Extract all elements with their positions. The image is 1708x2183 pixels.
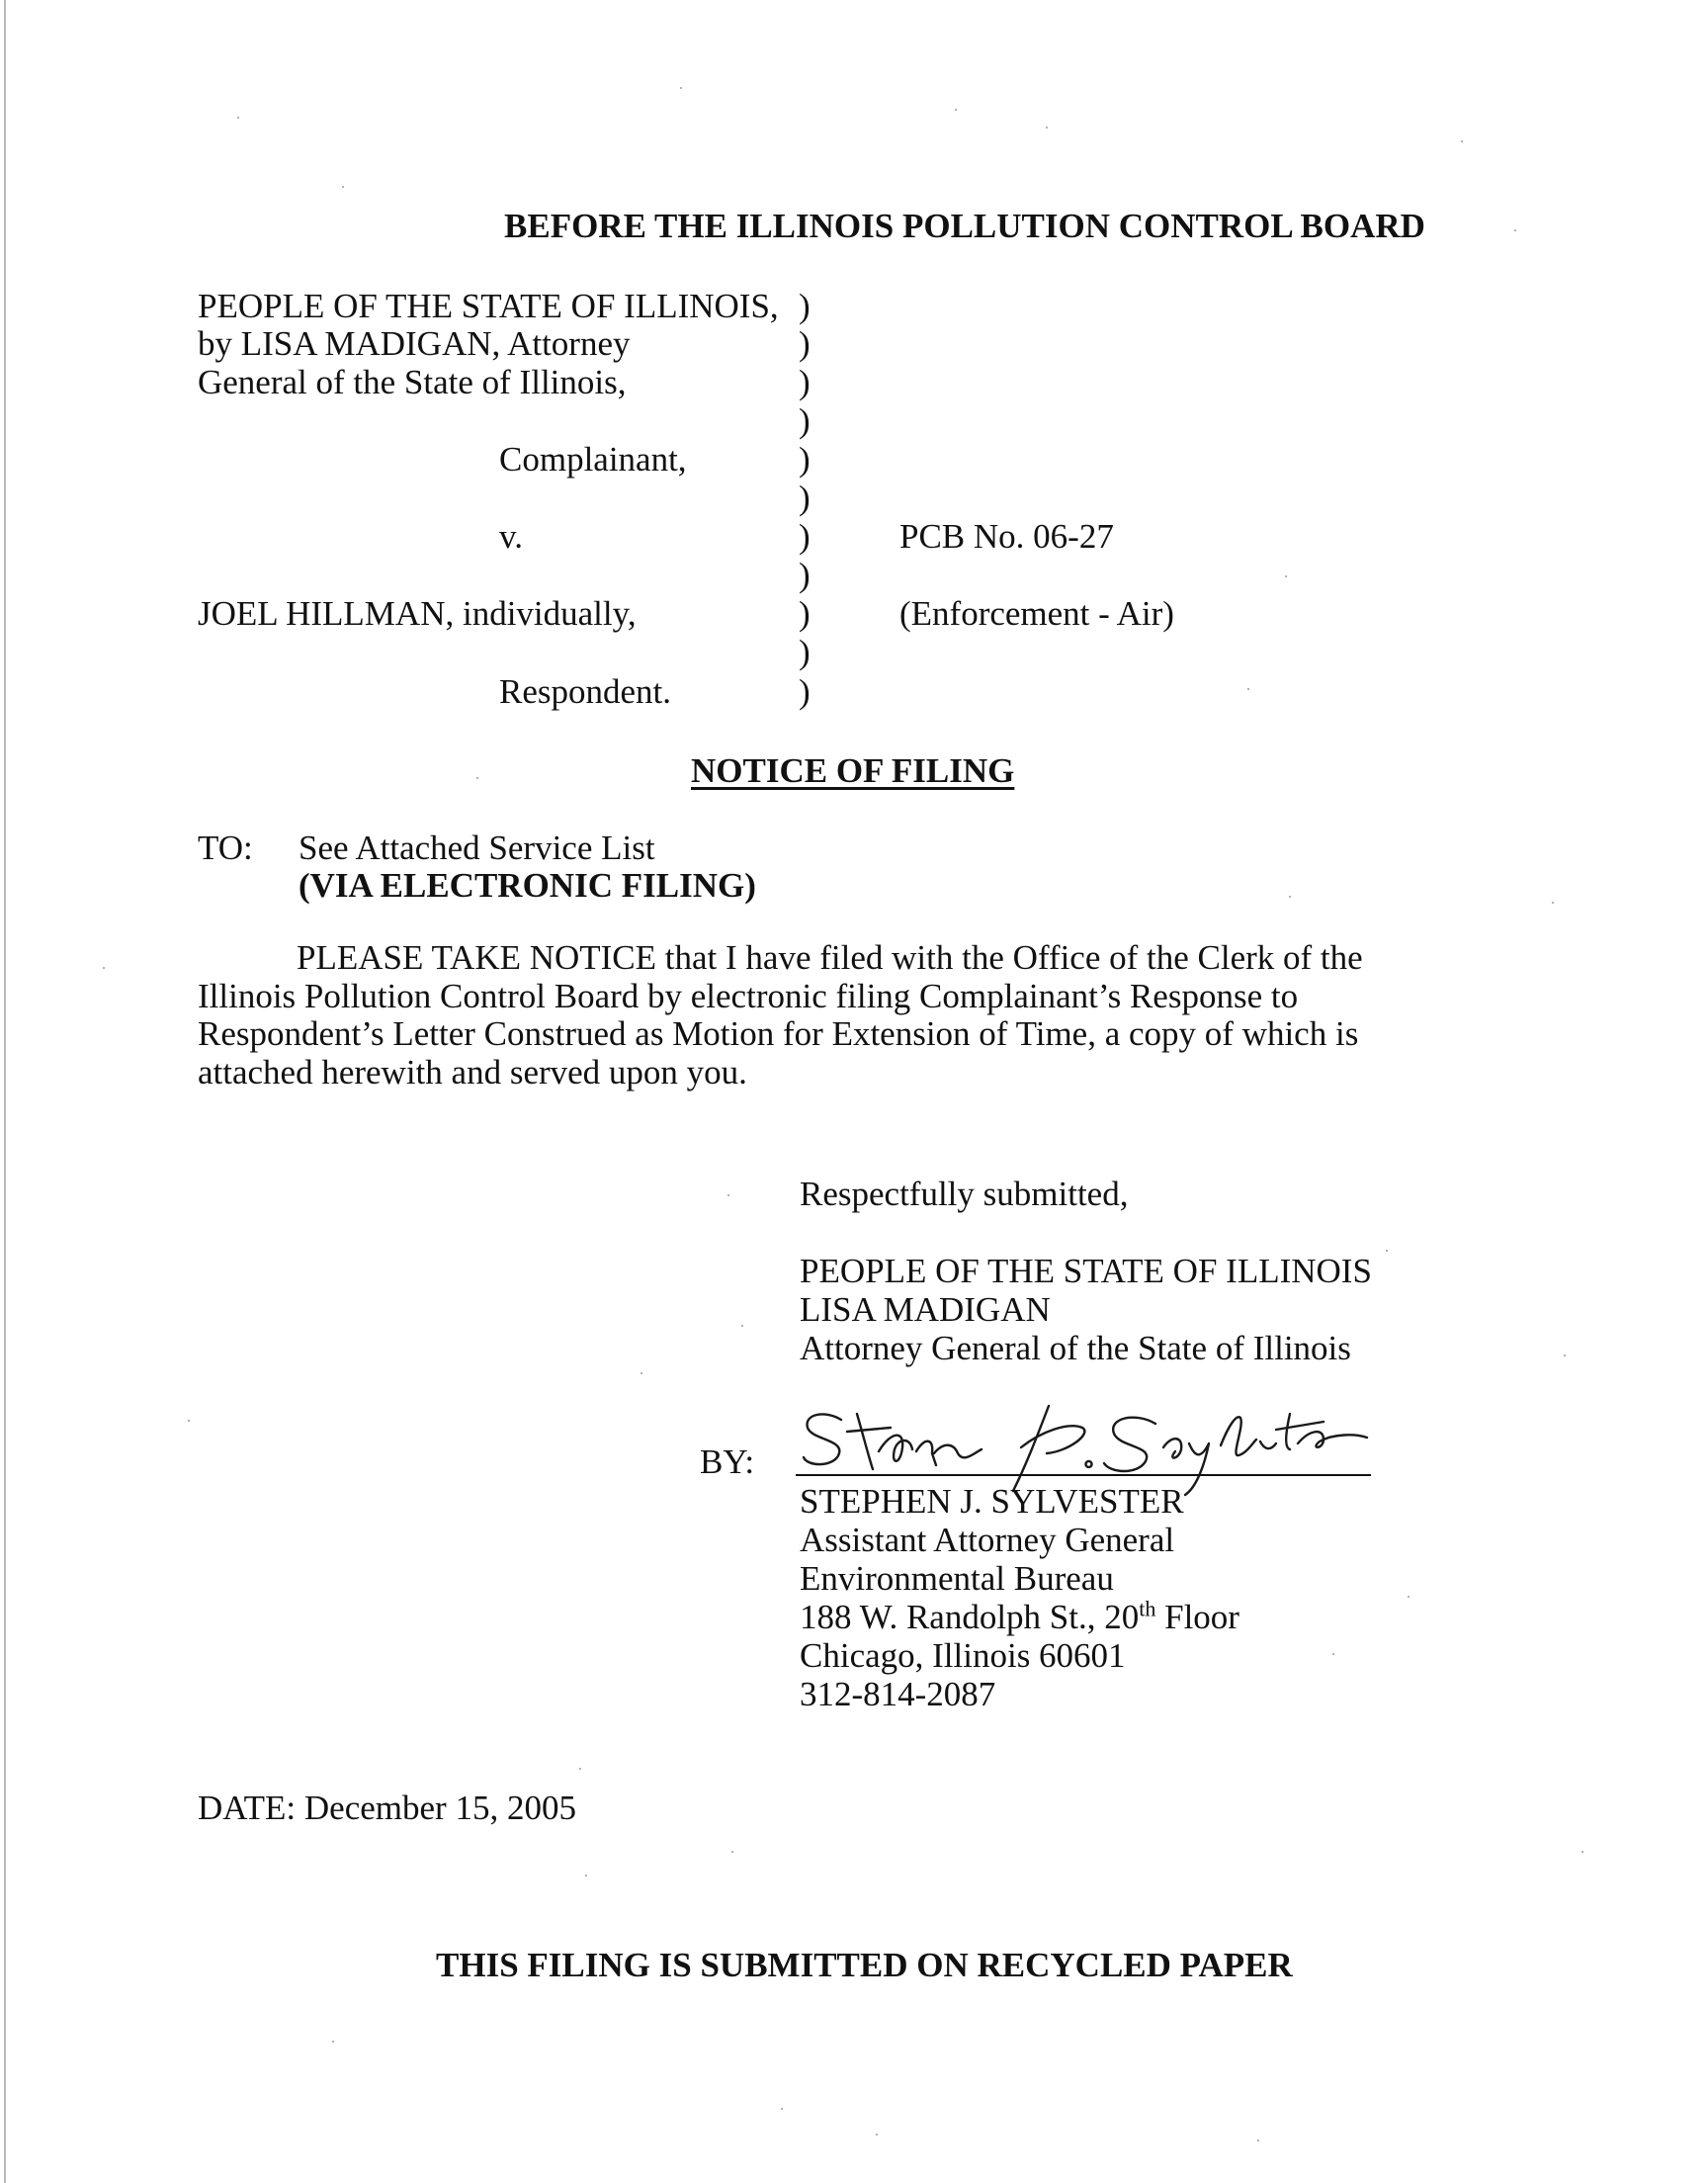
scan-speck — [1386, 1250, 1388, 1252]
recycled-paper-footer: THIS FILING IS SUBMITTED ON RECYCLED PAPER — [436, 1946, 1293, 1984]
org-line-3: Attorney General of the State of Illinois — [800, 1329, 1351, 1367]
signer-bureau: Environmental Bureau — [800, 1559, 1114, 1598]
scan-speck — [476, 777, 478, 779]
scan-speck — [579, 1768, 581, 1770]
versus-label: v. — [499, 517, 523, 556]
to-line-2: (VIA ELECTRONIC FILING) — [299, 866, 756, 905]
scan-speck — [731, 1851, 733, 1853]
address-floor: Floor — [1155, 1598, 1239, 1636]
by-label: BY: — [700, 1442, 755, 1481]
scan-speck — [1257, 2139, 1259, 2141]
complainant-role: Complainant, — [499, 440, 687, 479]
to-label: TO: — [198, 829, 253, 867]
scan-speck — [1408, 1596, 1409, 1598]
respondent-role: Respondent. — [499, 672, 672, 711]
scan-speck — [781, 2108, 783, 2110]
caption-paren: ) — [799, 556, 811, 594]
complainant-line-1: PEOPLE OF THE STATE OF ILLINOIS, — [198, 287, 779, 325]
scan-speck — [1564, 1354, 1566, 1356]
scan-speck — [640, 1372, 642, 1374]
caption-paren: ) — [799, 324, 811, 363]
caption-paren: ) — [799, 440, 811, 479]
address-street: 188 W. Randolph St., 20 — [800, 1598, 1140, 1636]
caption-paren: ) — [799, 287, 811, 325]
case-type: (Enforcement - Air) — [899, 594, 1174, 633]
scan-speck — [1046, 127, 1048, 129]
org-line-2: LISA MADIGAN — [800, 1290, 1051, 1329]
respondent-name: JOEL HILLMAN, individually, — [198, 594, 637, 633]
scan-speck — [741, 1325, 743, 1327]
closing: Respectfully submitted, — [800, 1175, 1129, 1213]
notice-title: NOTICE OF FILING — [691, 751, 1015, 790]
scan-edge — [4, 0, 6, 2183]
scan-speck — [103, 967, 105, 969]
org-line-1: PEOPLE OF THE STATE OF ILLINOIS — [800, 1252, 1372, 1290]
caption-paren: ) — [799, 401, 811, 440]
scan-speck — [585, 1875, 587, 1877]
signer-name: STEPHEN J. SYLVESTER — [800, 1482, 1184, 1521]
scan-speck — [680, 87, 682, 89]
scan-speck — [1247, 688, 1249, 690]
signer-title: Assistant Attorney General — [800, 1521, 1175, 1559]
date-line: DATE: December 15, 2005 — [198, 1789, 576, 1827]
scan-speck — [1514, 229, 1516, 231]
scan-speck — [1285, 575, 1287, 577]
scan-speck — [1581, 1851, 1583, 1853]
caption-paren: ) — [799, 517, 811, 556]
scan-speck — [727, 1194, 729, 1196]
scan-speck — [1552, 902, 1554, 904]
signature-line — [796, 1474, 1371, 1476]
caption-paren: ) — [799, 479, 811, 517]
caption-paren: ) — [799, 672, 811, 711]
signer-phone: 312-814-2087 — [800, 1675, 996, 1713]
notice-body — [198, 939, 1453, 1092]
scan-speck — [332, 2041, 334, 2043]
caption-paren: ) — [799, 594, 811, 633]
notice-body-text: PLEASE TAKE NOTICE that I have filed with the Office of the Clerk of the Illinois Pollution Control Board by electronic filing Complainant’s Response to Respondent’s Letter Construed as Motion for Extension of Time, a copy of which is attached herewith and served upon you. — [198, 938, 1363, 1092]
scan-speck — [188, 1420, 190, 1422]
address-ordinal: th — [1139, 1596, 1156, 1621]
scan-speck — [1289, 896, 1291, 898]
signer-city: Chicago, Illinois 60601 — [800, 1636, 1126, 1675]
signer-address — [800, 1598, 1239, 1637]
scan-speck — [1461, 140, 1463, 142]
board-heading: BEFORE THE ILLINOIS POLLUTION CONTROL BOARD — [504, 207, 1425, 245]
case-number: PCB No. 06-27 — [899, 517, 1114, 556]
caption-paren: ) — [799, 633, 811, 671]
scan-speck — [876, 2134, 878, 2136]
scan-speck — [955, 109, 957, 111]
scan-speck — [1332, 1653, 1334, 1655]
complainant-line-3: General of the State of Illinois, — [198, 363, 627, 401]
scan-speck — [342, 186, 344, 188]
scan-speck — [237, 117, 239, 119]
caption-paren: ) — [799, 363, 811, 401]
to-line-1: See Attached Service List — [299, 829, 655, 867]
complainant-line-2: by LISA MADIGAN, Attorney — [198, 324, 631, 363]
